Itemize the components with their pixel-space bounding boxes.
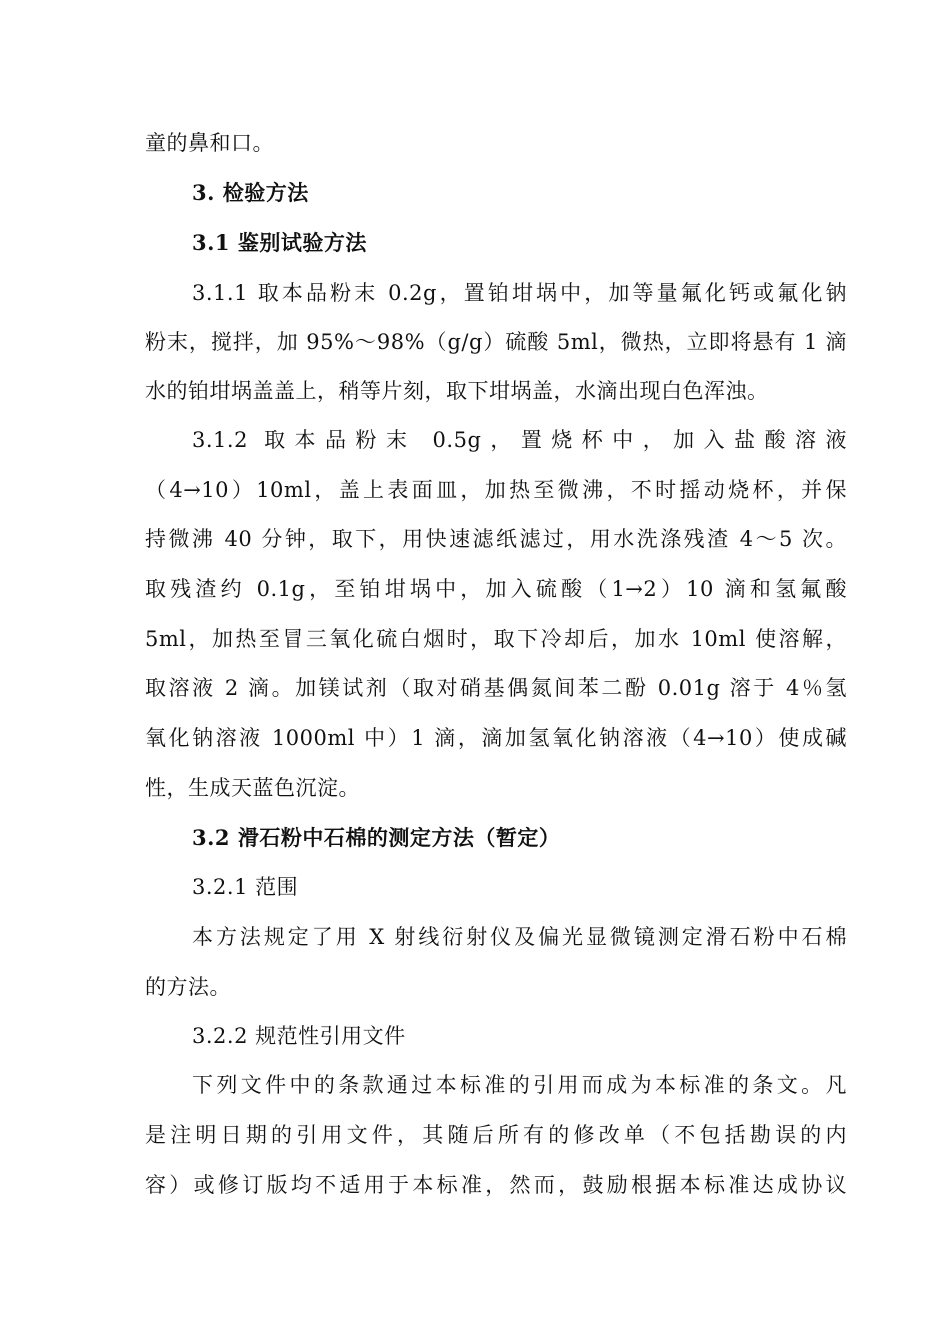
paragraph-line: 性，生成天蓝色沉淀。	[145, 776, 360, 800]
subsection-heading-3-2-1: 3.2.1 范围	[192, 875, 299, 899]
paragraph-line: 下列文件中的条款通过本标准的引用而成为本标准的条文。凡	[192, 1073, 847, 1097]
paragraph-line: 本方法规定了用 X 射线衍射仪及偏光显微镜测定滑石粉中石棉	[192, 925, 847, 949]
section-heading-3: 3. 检验方法	[192, 180, 309, 205]
paragraph-line: 3.1.1 取本品粉末 0.2g，置铂坩埚中，加等量氟化钙或氟化钠	[192, 281, 847, 305]
paragraph-line: 粉末，搅拌，加 95%～98%（g/g）硫酸 5ml，微热，立即将悬有 1 滴	[145, 330, 847, 354]
subsection-heading-3-2-2: 3.2.2 规范性引用文件	[192, 1024, 406, 1048]
paragraph-line: 5ml，加热至冒三氧化硫白烟时，取下冷却后，加水 10ml 使溶解，	[145, 627, 847, 651]
paragraph-line: 取溶液 2 滴。加镁试剂（取对硝基偶氮间苯二酚 0.01g 溶于 4％氢	[145, 676, 847, 700]
paragraph-line: 取残渣约 0.1g，至铂坩埚中，加入硫酸（1→2）10 滴和氢氟酸	[145, 577, 847, 601]
section-heading-3-1: 3.1 鉴别试验方法	[192, 230, 367, 255]
section-heading-3-2: 3.2 滑石粉中石棉的测定方法（暂定）	[192, 825, 561, 850]
paragraph-line: 水的铂坩埚盖盖上，稍等片刻，取下坩埚盖，水滴出现白色浑浊。	[145, 379, 769, 403]
paragraph-line: 持微沸 40 分钟，取下，用快速滤纸滤过，用水洗涤残渣 4～5 次。	[145, 527, 847, 551]
paragraph-line: 氧化钠溶液 1000ml 中）1 滴，滴加氢氧化钠溶液（4→10）使成碱	[145, 726, 847, 750]
paragraph-line: 3.1.2 取本品粉末 0.5g，置烧杯中，加入盐酸溶液	[192, 428, 847, 452]
paragraph-line: 容）或修订版均不适用于本标准，然而，鼓励根据本标准达成协议	[145, 1173, 847, 1197]
paragraph-line: 童的鼻和口。	[145, 131, 274, 155]
paragraph-line: （4→10）10ml，盖上表面皿，加热至微沸，不时摇动烧杯，并保	[145, 478, 847, 502]
paragraph-line: 是注明日期的引用文件，其随后所有的修改单（不包括勘误的内	[145, 1123, 847, 1147]
paragraph-line: 的方法。	[145, 975, 231, 999]
